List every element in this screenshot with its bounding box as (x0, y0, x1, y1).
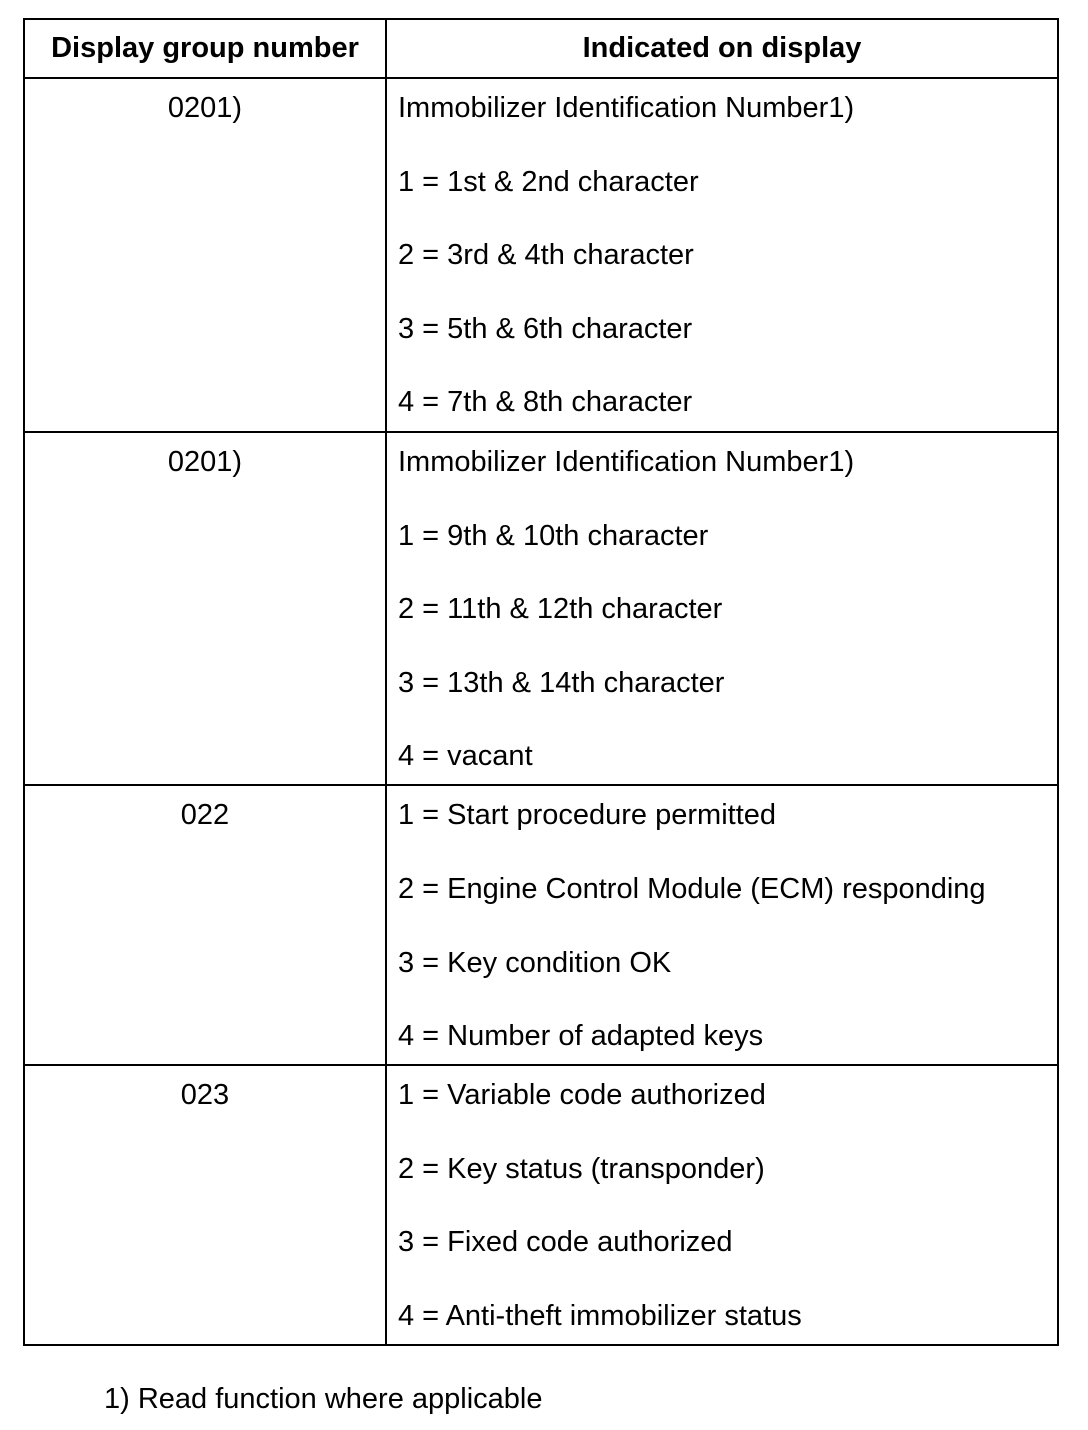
description-line: 2 = 11th & 12th character (398, 593, 723, 626)
table-row (24, 1065, 1058, 1345)
description-line: 2 = Key status (transponder) (398, 1152, 765, 1185)
description-line: 3 = 5th & 6th character (398, 312, 693, 345)
column-header-display-group-number: Display group number (24, 19, 386, 78)
description-line: 4 = Number of adapted keys (398, 1020, 764, 1053)
description-line: 4 = 7th & 8th character (398, 386, 693, 419)
description-line: 1 = Variable code authorized (398, 1079, 766, 1112)
description-line: 3 = Fixed code authorized (398, 1226, 733, 1259)
display-group-number: 0201) (24, 432, 386, 785)
table-header-row (24, 19, 1058, 78)
description-line: Immobilizer Identification Number1) (398, 92, 855, 124)
description-line: 3 = 13th & 14th character (398, 666, 725, 699)
display-group-table (23, 18, 1059, 1346)
table-row (24, 432, 1058, 785)
display-group-number: 022 (24, 785, 386, 1065)
table-row (24, 785, 1058, 1065)
description-line: 4 = vacant (398, 740, 533, 773)
description-line: 1 = 1st & 2nd character (398, 165, 699, 198)
description-line: 2 = 3rd & 4th character (398, 239, 694, 272)
display-group-number: 023 (24, 1065, 386, 1345)
display-group-number: 0201) (24, 78, 386, 432)
column-header-indicated-on-display: Indicated on display (386, 19, 1058, 78)
description-line: Immobilizer Identification Number1) (398, 446, 855, 478)
footnote: 1) Read function where applicable (104, 1383, 543, 1415)
description-line: 1 = 9th & 10th character (398, 519, 709, 552)
description-line: 2 = Engine Control Module (ECM) responding (398, 872, 986, 905)
description-line: 3 = Key condition OK (398, 946, 672, 979)
table-row (24, 78, 1058, 432)
display-description (386, 785, 1058, 1065)
display-description (386, 78, 1058, 432)
description-line: 1 = Start procedure permitted (398, 799, 777, 832)
display-description (386, 432, 1058, 785)
description-line: 4 = Anti-theft immobilizer status (398, 1299, 802, 1332)
display-description (386, 1065, 1058, 1345)
